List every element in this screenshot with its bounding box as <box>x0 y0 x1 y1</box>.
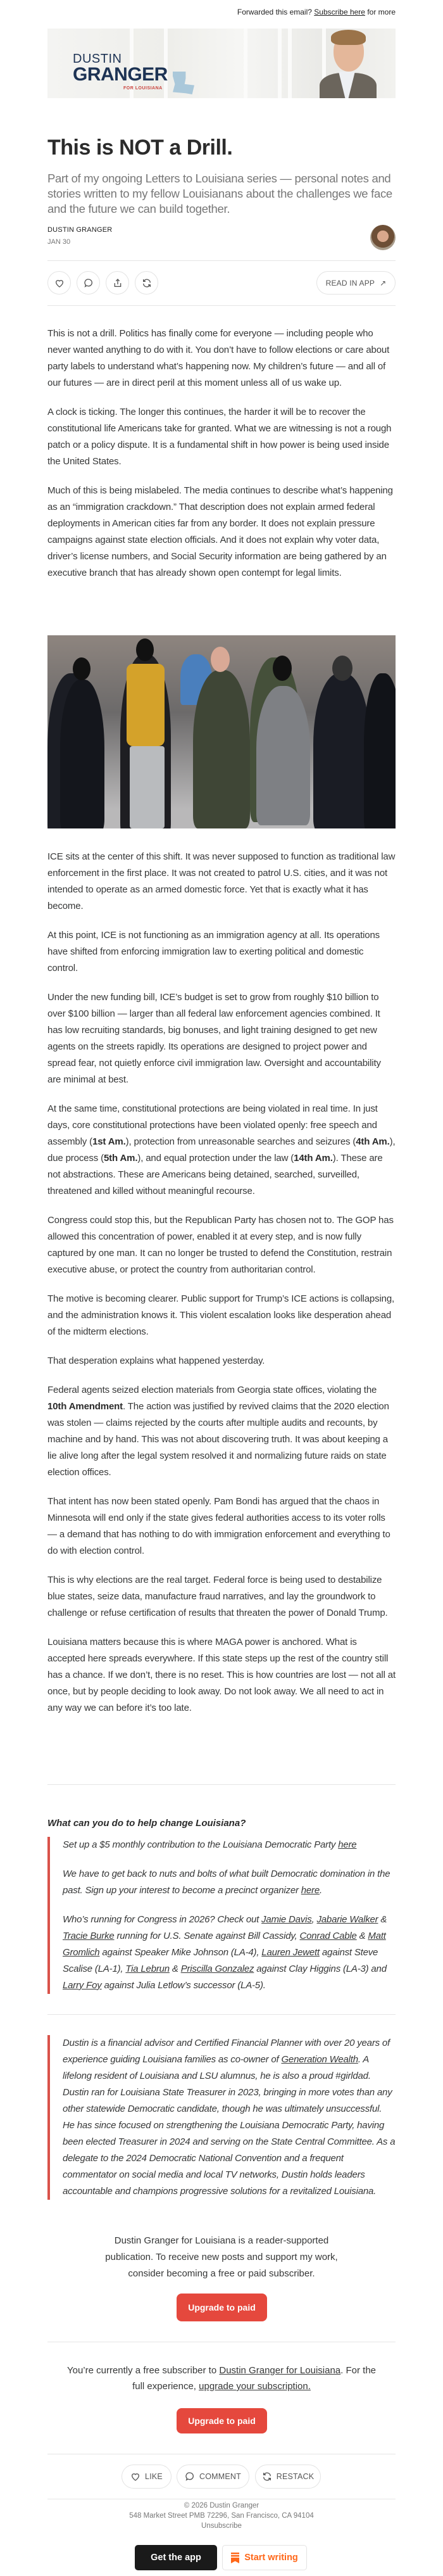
divider <box>47 260 396 261</box>
inline-link[interactable]: Larry Foy <box>63 1980 102 1991</box>
paragraph <box>47 927 396 977</box>
text-segment: We have to get back to nuts and bolts of what built Democratic domination in the past. Sign up your interest to become a precinct organizer <box>63 1869 390 1896</box>
upgrade-to-paid-button[interactable]: Upgrade to paid <box>177 2294 267 2321</box>
window-decoration <box>244 29 282 98</box>
text-segment: A clock is ticking. The longer this continues, the harder it will be to recover the constitutional life Americans take for granted. What we are witnessing is not a rough patch or a policy dispute. It is a fundamental shift in how power is being used inside the United States. <box>47 407 392 467</box>
inline-link[interactable]: here <box>338 1839 357 1850</box>
upgrade-to-paid-button-2[interactable]: Upgrade to paid <box>177 2408 267 2433</box>
forwarded-text: Forwarded this email? <box>237 8 315 16</box>
paragraph <box>63 2035 396 2200</box>
share-button[interactable] <box>106 271 129 295</box>
start-writing-label: Start writing <box>244 2553 298 2563</box>
header-banner[interactable] <box>47 29 396 98</box>
inline-link[interactable]: here <box>301 1885 320 1896</box>
article-body-bottom <box>47 849 396 1729</box>
publication-logo <box>73 52 168 91</box>
heart-icon <box>130 2471 140 2482</box>
inline-link[interactable]: Matt Gromlich <box>63 1931 386 1958</box>
comment-button[interactable] <box>77 271 100 295</box>
post-date: JAN 30 <box>47 238 71 246</box>
article-photo[interactable] <box>47 635 396 828</box>
forwarded-notice <box>237 8 396 16</box>
paragraph <box>47 404 396 470</box>
paragraph <box>63 1912 396 1994</box>
text-segment: Under the new funding bill, ICE’s budget is set to grow from roughly $10 billion to over $100 billion — larger than all federal law enforcement agencies combined. It has low recruiting standards, big bonuses, and light training designed to get new agents on the streets rapidly. Its operations are designed to project power and spread fear, not quietly enforce civil immigration law. Oversight and accountability are minimal at best. <box>47 992 381 1085</box>
text-segment: This is why elections are the real target. Federal force is being used to destabilize blue states, seize data, manufacture fraud narratives, and lay the groundwork to challenge or refuse certification of results that threaten the power of Donald Trump. <box>47 1575 388 1618</box>
text-segment: against Julia Letlow’s successor (LA-5). <box>101 1980 266 1991</box>
text-segment: Dustin is a financial advisor and Certified Financial Planner with over 20 years of experience guiding Louisiana families as co-owner of <box>63 2038 390 2065</box>
text-segment: Louisiana matters because this is where MAGA power is anchored. What is accepted here spreads everywhere. If this state steps up the rest of the country still has a chance. If we don’t, there is no reset. This is how countries are lost — not all at once, but by people deciding to look away. Do not look away. We all need to act in any way we can before it’s too late. <box>47 1637 396 1713</box>
text-segment: That intent has now been stated openly. Pam Bondi has argued that the chaos in Minnesota will end only if the state gives federal authorities access to its voter rolls — a demand that has nothing to do with immigration enforcement and everything to do with election control. <box>47 1496 390 1556</box>
like-label: LIKE <box>145 2472 163 2481</box>
text-segment: against Speaker Mike Johnson (LA-4), <box>99 1947 262 1958</box>
text-segment: , <box>311 1914 317 1925</box>
substack-bookmark-icon <box>231 2553 239 2563</box>
bold-text: 14th Am. <box>294 1153 333 1164</box>
text-segment: ICE sits at the center of this shift. It was never supposed to function as traditional law enforcement in the first place. It was not created to patrol U.S. cities, and it was not intended to operate as an armed domestic force. Yet that is exactly what it has become. <box>47 851 396 911</box>
paragraph <box>63 1866 396 1899</box>
text-segment: . <box>319 1885 322 1896</box>
heart-icon <box>54 278 65 288</box>
paragraph <box>47 1291 396 1340</box>
footer-copyright: © 2026 Dustin Granger <box>184 2502 259 2509</box>
read-in-app-label: READ IN APP <box>325 278 375 288</box>
paragraph <box>47 1353 396 1369</box>
paragraph <box>47 1101 396 1200</box>
paragraph <box>47 989 396 1088</box>
free-sub-text: . For the full experience, <box>132 2365 377 2392</box>
free-sub-text: You’re currently a free subscriber to <box>66 2365 220 2376</box>
text-segment: This is not a drill. Politics has finally come for everyone — including people who never wanted anything to do with it. You don’t have to follow elections or care about party labels to understand what’s happening now. My children’s future — and all of our futures — are in direct peril at this moment unless all of us wake up. <box>47 328 390 388</box>
inline-link[interactable]: Jabarie Walker <box>316 1914 378 1925</box>
author-name[interactable]: DUSTIN GRANGER <box>47 226 113 234</box>
like-pill-button[interactable] <box>122 2465 172 2489</box>
paragraph <box>47 1382 396 1481</box>
paragraph <box>47 849 396 915</box>
unsubscribe-link[interactable]: Unsubscribe <box>201 2522 242 2530</box>
start-writing-button[interactable] <box>222 2545 307 2570</box>
inline-link[interactable]: Tia Lebrun <box>125 1964 170 1974</box>
text-segment: against Steve Scalise (LA-1), <box>63 1947 378 1974</box>
text-segment: At this point, ICE is not functioning as an immigration agency at all. Its operations have shifted from enforcing immigration law to exerting political and domestic control. <box>47 930 380 974</box>
get-the-app-button[interactable] <box>135 2545 217 2570</box>
inline-link[interactable]: Lauren Jewett <box>261 1947 320 1958</box>
text-segment: . The action was justified by revived claims that the 2020 election was stolen — claims rejected by the courts after multiple audits and recounts, by machine and by hand. This was not about discovering truth. It was about keeping a lie alive long after the legal system resolved it and normalizing future raids on state election offices. <box>47 1401 389 1478</box>
logo-line3: FOR LOUISIANA <box>123 86 163 91</box>
free-subscriber-notice <box>60 2363 383 2394</box>
text-segment: . A lifelong resident of Louisiana and LSU alumnus, he is also a proud #girldad. Dustin ran for Louisiana State Treasurer in 2023, bringing in more votes than any other statewide Democratic candidate, though he was ultimately unsuccessful. He has since focused on strengthening the Louisiana Democratic Party, having been elected Treasurer in 2024 and serving on the State Central Committee. As a delegate to the 2024 Democratic National Convention and a frequent commentator on social media and local TV networks, Dustin holds leaders accountable and champions progressive solutions for a revitalized Louisiana. <box>63 2054 396 2197</box>
text-segment: That desperation explains what happened yesterday. <box>47 1355 265 1366</box>
paragraph <box>63 1837 396 1853</box>
text-segment: Who’s running for Congress in 2026? Check out <box>63 1914 262 1925</box>
inline-link[interactable]: Tracie Burke <box>63 1931 115 1941</box>
publication-link[interactable]: Dustin Granger for Louisiana <box>219 2365 341 2376</box>
restack-icon <box>142 278 152 288</box>
bold-text: 5th Am. <box>103 1153 138 1164</box>
post-subtitle: Part of my ongoing Letters to Louisiana series — personal notes and stories written to my fellow Louisianans about the challenges we face and the future we can build together. <box>47 172 392 215</box>
article-body-top <box>47 326 396 594</box>
inline-link[interactable]: Jamie Davis <box>261 1914 312 1925</box>
text-segment: against Clay Higgins (LA-3) and <box>254 1964 387 1974</box>
paragraph <box>47 1634 396 1716</box>
external-arrow-icon: ↗ <box>380 278 387 288</box>
restack-button[interactable] <box>135 271 158 295</box>
bold-text: 1st Am. <box>92 1136 126 1147</box>
paragraph <box>47 1494 396 1559</box>
paragraph <box>47 326 396 391</box>
subscribe-pitch: Dustin Granger for Louisiana is a reader-supported publication. To receive new posts and support my work, consider becoming a free or paid subscriber. <box>105 2235 338 2279</box>
author-portrait <box>320 29 377 98</box>
upgrade-subscription-link[interactable]: upgrade your subscription. <box>199 2381 311 2392</box>
like-button[interactable] <box>47 271 71 295</box>
logo-line2: GRANGER <box>73 64 168 85</box>
divider <box>47 305 396 306</box>
author-bio-blockquote <box>47 2035 396 2200</box>
post-title[interactable]: This is NOT a Drill. <box>47 136 233 160</box>
paragraph <box>47 1572 396 1621</box>
text-segment: & <box>169 1964 181 1974</box>
text-segment: & <box>356 1931 368 1941</box>
get-app-label: Get the app <box>151 2553 201 2563</box>
restack-icon <box>262 2471 272 2482</box>
inline-link[interactable]: Conrad Cable <box>299 1931 357 1941</box>
paragraph <box>47 1212 396 1278</box>
text-segment: Set up a $5 monthly contribution to the Louisiana Democratic Party <box>63 1839 339 1850</box>
footer-address: 548 Market Street PMB 72296, San Francisco, CA 94104 <box>129 2512 314 2520</box>
text-segment: ), due process ( <box>47 1136 396 1164</box>
subscribe-link[interactable]: Subscribe here <box>314 8 365 16</box>
help-blockquote <box>47 1837 396 1994</box>
bold-text: 10th Amendment <box>47 1401 123 1412</box>
divider <box>47 2014 396 2015</box>
text-segment: The motive is becoming clearer. Public support for Trump’s ICE actions is collapsing, and the administration knows it. This violent escalation looks like desperation ahead of the midterm elections. <box>47 1293 395 1337</box>
avatar[interactable] <box>370 225 396 250</box>
comment-icon <box>185 2471 195 2482</box>
text-segment: Federal agents seized election materials from Georgia state offices, violating the <box>47 1385 377 1395</box>
share-icon <box>113 278 123 288</box>
paragraph <box>47 483 396 581</box>
louisiana-map-icon <box>173 72 194 94</box>
read-in-app-button[interactable] <box>316 271 396 295</box>
text-segment: & <box>378 1914 387 1925</box>
text-segment: ), protection from unreasonable searches and seizures ( <box>125 1136 356 1147</box>
text-segment: At the same time, constitutional protections are being violated in real time. In just days, core constitutional protections have been violated openly: free speech and assembly ( <box>47 1103 378 1147</box>
text-segment: Much of this is being mislabeled. The media continues to describe what’s happening as an “immigration crackdown.” That description does not explain armed federal deployments in American cities far from any border. It does not explain pressure campaigns against state election officials. And it does not explain why voter data, driver’s license numbers, and Social Security information are being gathered by an executive branch that has already shown open contempt for legal limits. <box>47 485 393 578</box>
text-segment: ), and equal protection under the law ( <box>137 1153 294 1164</box>
forwarded-suffix: for more <box>365 8 396 16</box>
comment-pill-button[interactable] <box>177 2465 249 2489</box>
inline-link[interactable]: Priscilla Gonzalez <box>180 1964 254 1974</box>
comment-label: COMMENT <box>199 2472 241 2481</box>
text-segment: Congress could stop this, but the Republican Party has chosen not to. The GOP has allowed this concentration of power, enabled it at every step, and is now fully captured by one man. It can no longer be trusted to defend the Constitution, restrain executive abuse, or protect the country from authoritarian control. <box>47 1215 394 1275</box>
comment-icon <box>84 278 94 288</box>
inline-link[interactable]: Generation Wealth <box>281 2054 358 2065</box>
text-segment: ). These are not abstractions. These are Americans being detained, searched, surveilled, threatened and killed without meaningful recourse. <box>47 1153 383 1196</box>
restack-label: RESTACK <box>276 2472 315 2481</box>
divider <box>47 1784 396 1785</box>
help-heading: What can you do to help change Louisiana? <box>47 1818 246 1829</box>
restack-pill-button[interactable] <box>255 2465 321 2489</box>
logo-line1: DUSTIN <box>73 52 122 66</box>
text-segment: running for U.S. Senate against Bill Cassidy, <box>114 1931 300 1941</box>
bold-text: 4th Am. <box>356 1136 390 1147</box>
